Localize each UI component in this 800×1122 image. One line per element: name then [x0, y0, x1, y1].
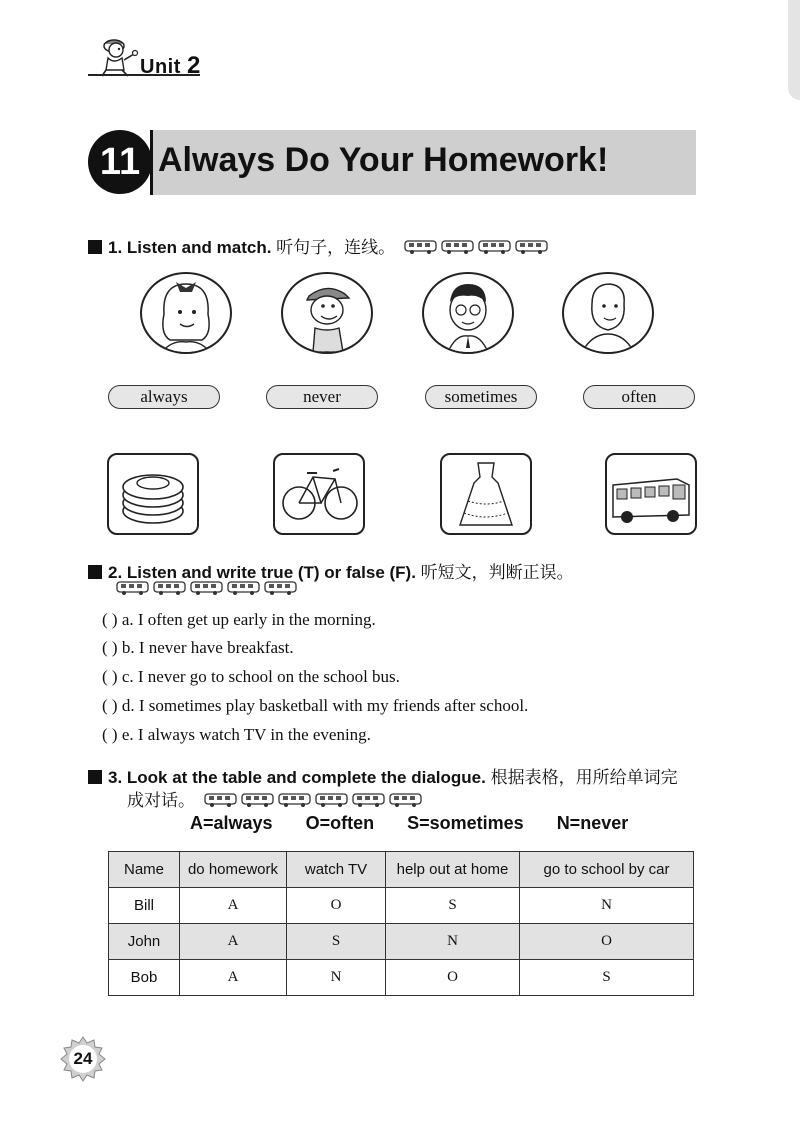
key-never: N=never	[556, 813, 629, 833]
table-cell: N	[520, 888, 694, 924]
table-cell: N	[287, 960, 386, 996]
unit-label: Unit 2	[140, 52, 201, 79]
dress-icon	[442, 455, 530, 533]
table-cell: O	[287, 888, 386, 924]
table-cell-name: John	[109, 924, 180, 960]
table-cell: S	[287, 924, 386, 960]
word-often[interactable]: often	[583, 385, 695, 409]
scrollbar-tab[interactable]	[788, 0, 800, 100]
table-header-cell: Name	[109, 852, 180, 888]
audio-bus-icon	[352, 792, 386, 808]
audio-bus-icon	[116, 580, 150, 596]
portrait-girl[interactable]	[140, 272, 232, 354]
lesson-number: 11	[88, 130, 152, 194]
section1-heading: 1. Listen and match. 听句子，连线。	[88, 233, 549, 258]
table-cell: S	[520, 960, 694, 996]
bicycle-icon	[275, 455, 363, 533]
table-row	[109, 960, 694, 996]
table-header-cell: watch TV	[287, 852, 386, 888]
picture-bicycle[interactable]	[273, 453, 365, 535]
table-header-cell: help out at home	[386, 852, 520, 888]
page-number: 24	[73, 1049, 93, 1068]
audio-icons	[204, 792, 423, 808]
square-bullet-icon	[88, 770, 102, 784]
table-row	[109, 888, 694, 924]
key-always: A=always	[190, 813, 273, 833]
audio-bus-icon	[190, 580, 224, 596]
boy-face-icon	[564, 274, 652, 352]
audio-bus-icon	[227, 580, 261, 596]
table-cell: A	[180, 924, 287, 960]
girl-face-icon	[142, 274, 230, 352]
key-often: O=often	[305, 813, 375, 833]
portrait-boy[interactable]	[562, 272, 654, 354]
mascot-icon	[92, 34, 140, 78]
table-cell: A	[180, 888, 287, 924]
audio-bus-icon	[315, 792, 349, 808]
frequency-key	[190, 813, 654, 834]
audio-icons	[116, 580, 298, 596]
square-bullet-icon	[88, 565, 102, 579]
section3-heading-line2: 成对话。	[127, 786, 423, 811]
table-cell-name: Bill	[109, 888, 180, 924]
tf-item-d[interactable]: ( ) d. I sometimes play basketball with my friends after school.	[102, 696, 529, 715]
picture-tire[interactable]	[107, 453, 199, 535]
audio-bus-icon	[278, 792, 312, 808]
boy-glasses-face-icon	[424, 274, 512, 352]
table-header-cell: go to school by car	[520, 852, 694, 888]
picture-dress[interactable]	[440, 453, 532, 535]
audio-bus-icon	[515, 239, 549, 255]
tf-item-e[interactable]: ( ) e. I always watch TV in the evening.	[102, 725, 371, 744]
section3-heading: 3. Look at the table and complete the dialogue. 根据表格，用所给单词完	[88, 763, 678, 788]
key-sometimes: S=sometimes	[407, 813, 524, 833]
word-always[interactable]: always	[108, 385, 220, 409]
table-cell: N	[386, 924, 520, 960]
tf-item-c[interactable]: ( ) c. I never go to school on the school bus.	[102, 667, 400, 686]
audio-bus-icon	[389, 792, 423, 808]
portrait-boy-cap[interactable]	[281, 272, 373, 354]
table-cell: S	[386, 888, 520, 924]
unit-number: 2	[186, 52, 201, 79]
table-header-cell: do homework	[180, 852, 287, 888]
tire-icon	[109, 455, 197, 533]
audio-bus-icon	[264, 580, 298, 596]
square-bullet-icon	[88, 240, 102, 254]
bus-icon	[607, 455, 695, 533]
section2-heading: 2. Listen and write true (T) or false (F). 听短文，判断正误。	[88, 558, 574, 583]
audio-bus-icon	[478, 239, 512, 255]
audio-icons	[404, 239, 549, 255]
word-never[interactable]: never	[266, 385, 378, 409]
audio-bus-icon	[204, 792, 238, 808]
tf-item-b[interactable]: ( ) b. I never have breakfast.	[102, 638, 294, 657]
audio-bus-icon	[441, 239, 475, 255]
picture-bus[interactable]	[605, 453, 697, 535]
table-header-row	[109, 852, 694, 888]
table-cell: O	[386, 960, 520, 996]
lesson-title: Always Do Your Homework!	[158, 141, 609, 179]
table-cell: O	[520, 924, 694, 960]
audio-bus-icon	[241, 792, 275, 808]
table-cell-name: Bob	[109, 960, 180, 996]
word-sometimes[interactable]: sometimes	[425, 385, 537, 409]
frequency-table	[108, 851, 694, 996]
boy-cap-face-icon	[283, 274, 371, 352]
audio-bus-icon	[404, 239, 438, 255]
audio-bus-icon	[153, 580, 187, 596]
portrait-boy-glasses[interactable]	[422, 272, 514, 354]
table-row	[109, 924, 694, 960]
tf-item-a[interactable]: ( ) a. I often get up early in the morning.	[102, 610, 376, 629]
table-cell: A	[180, 960, 287, 996]
